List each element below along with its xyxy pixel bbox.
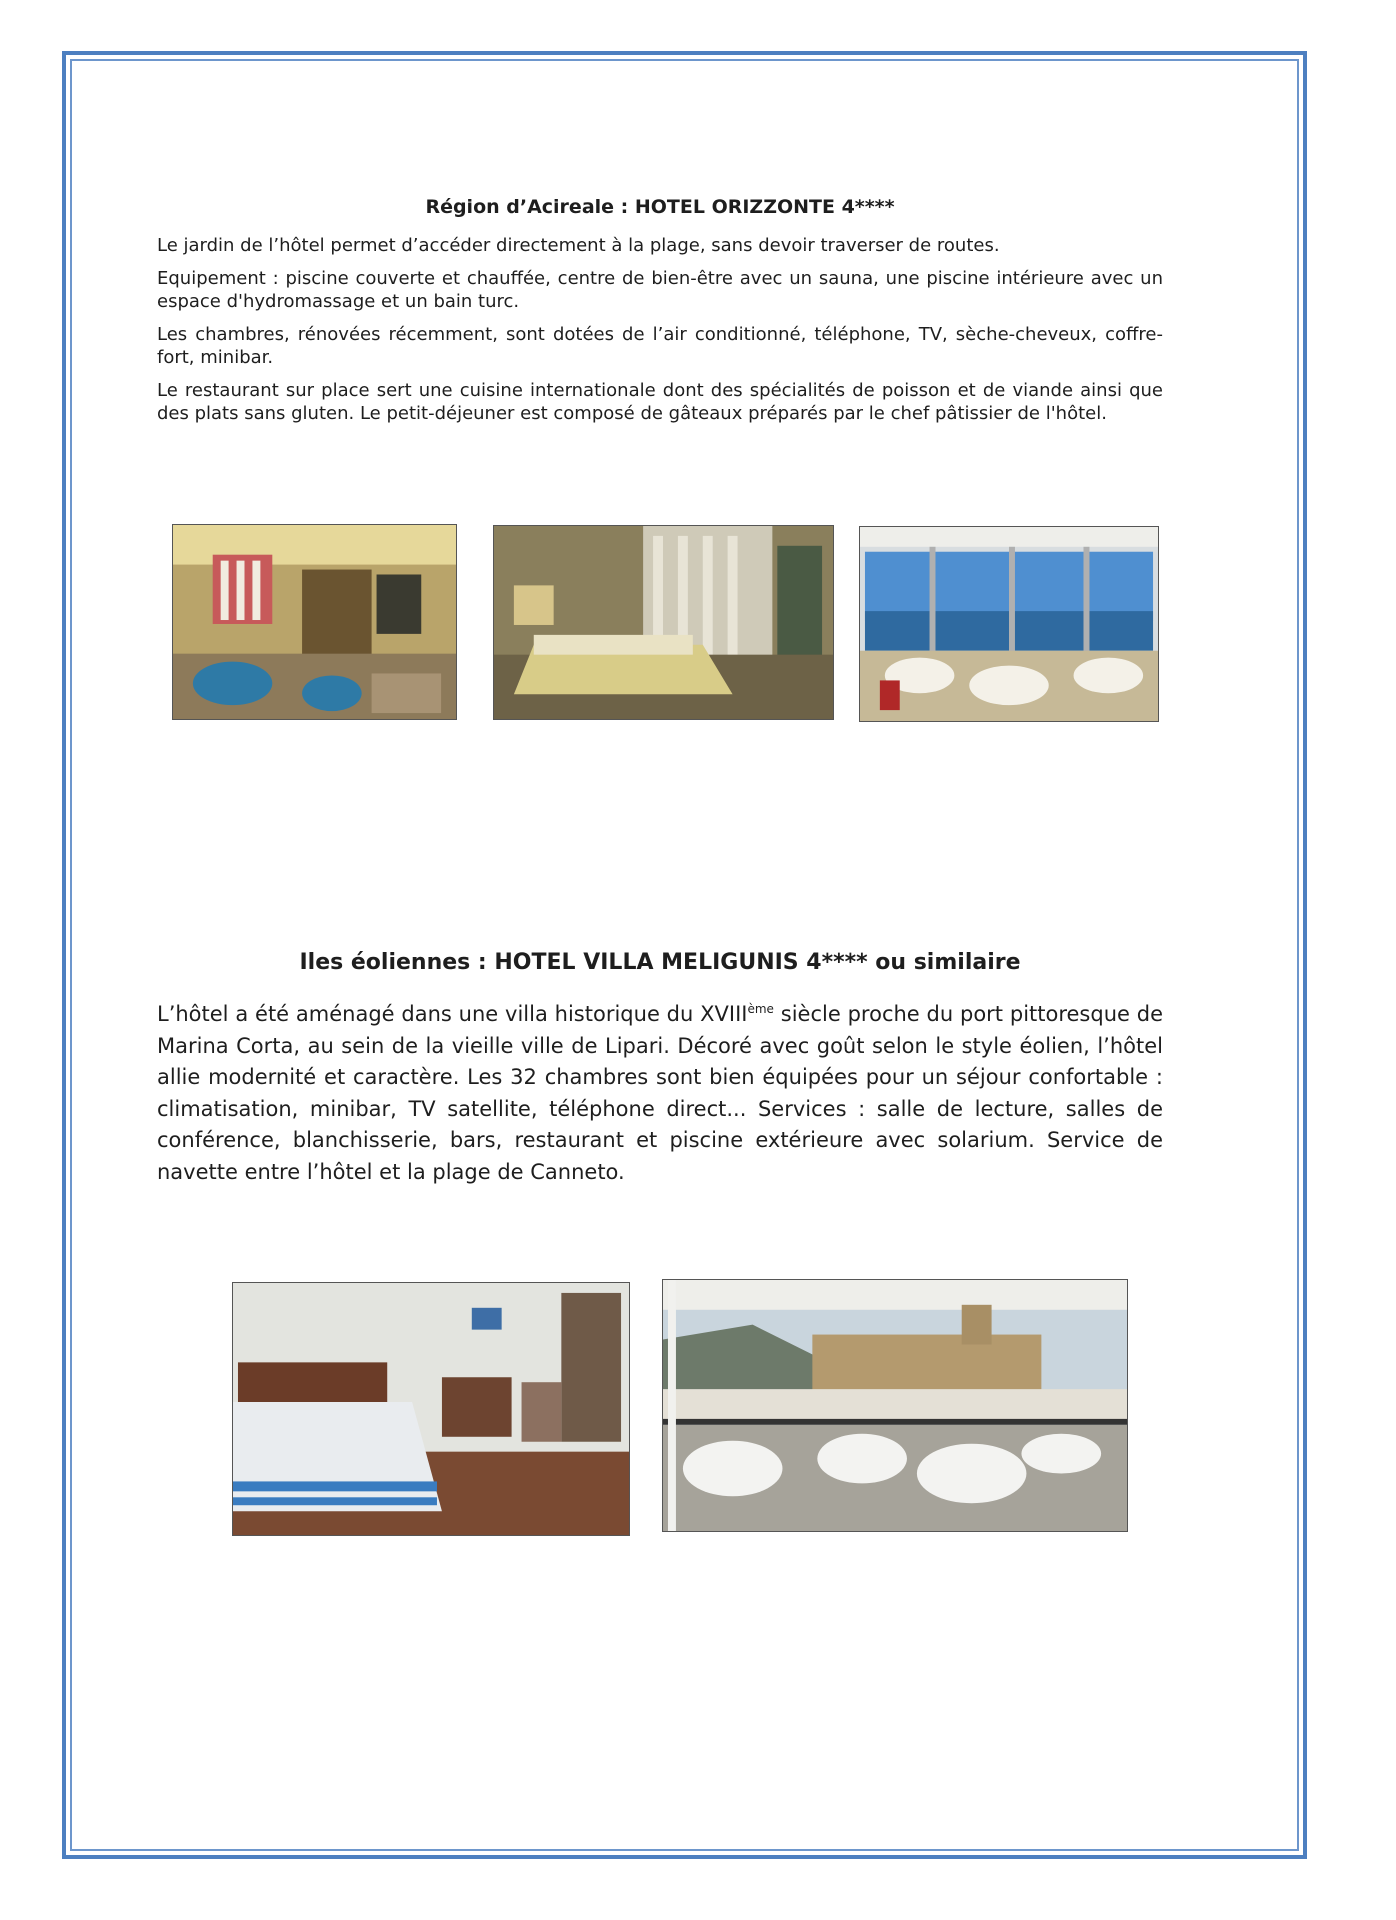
hotel-villa-meligunis-section bbox=[157, 950, 1163, 1188]
villa-meligunis-description bbox=[157, 999, 1163, 1188]
villa-meligunis-title: Iles éoliennes : HOTEL VILLA MELIGUNIS 4**** ou similaire bbox=[299, 950, 1021, 975]
description-superscript: ème bbox=[747, 1002, 774, 1016]
hotel-orizzonte-section bbox=[157, 196, 1163, 435]
description-text-start: L’hôtel a été aménagé dans une villa historique du XVIII bbox=[157, 1002, 748, 1026]
orizzonte-paragraph-rooms: Les chambres, rénovées récemment, sont dotées de l’air conditionné, téléphone, TV, sèche-cheveux, coffre-fort, minibar. bbox=[157, 324, 1163, 368]
orizzonte-paragraph-garden: Le jardin de l’hôtel permet d’accéder directement à la plage, sans devoir traverser de routes. bbox=[157, 235, 1000, 256]
description-text-rest: siècle proche du port pittoresque de Marina Corta, au sein de la vieille ville de Lipari. Décoré avec goût selon le style éolien, l’hôtel allie modernité et caractère. Les 32 chambres sont bien équipées pour un séjour confortable : climatisation, minibar, TV satellite, téléphone direct... Services : salle de lecture, salles de conférence, blanchisserie, bars, restaurant et piscine extérieure avec solarium. Service de navette entre l’hôtel et la plage de Canneto. bbox=[157, 1002, 1164, 1184]
orizzonte-paragraph-restaurant: Le restaurant sur place sert une cuisine internationale dont des spécialités de poisson et de viande ainsi que des plats sans gluten. Le petit-déjeuner est composé de gâteaux préparés par le chef pâtissier de l'hôtel. bbox=[157, 380, 1163, 424]
photo-meligunis-terrace bbox=[662, 1279, 1128, 1532]
orizzonte-paragraph-equipment: Equipement : piscine couverte et chauffée, centre de bien-être avec un sauna, une piscine intérieure avec un espace d'hydromassage et un bain turc. bbox=[157, 268, 1163, 312]
hotel-orizzonte-title: Région d’Acireale : HOTEL ORIZZONTE 4**** bbox=[425, 196, 895, 218]
photo-orizzonte-lounge bbox=[172, 524, 457, 720]
photo-meligunis-bedroom bbox=[232, 1282, 630, 1536]
photo-orizzonte-bedroom bbox=[493, 525, 834, 720]
photo-orizzonte-restaurant bbox=[859, 526, 1159, 722]
